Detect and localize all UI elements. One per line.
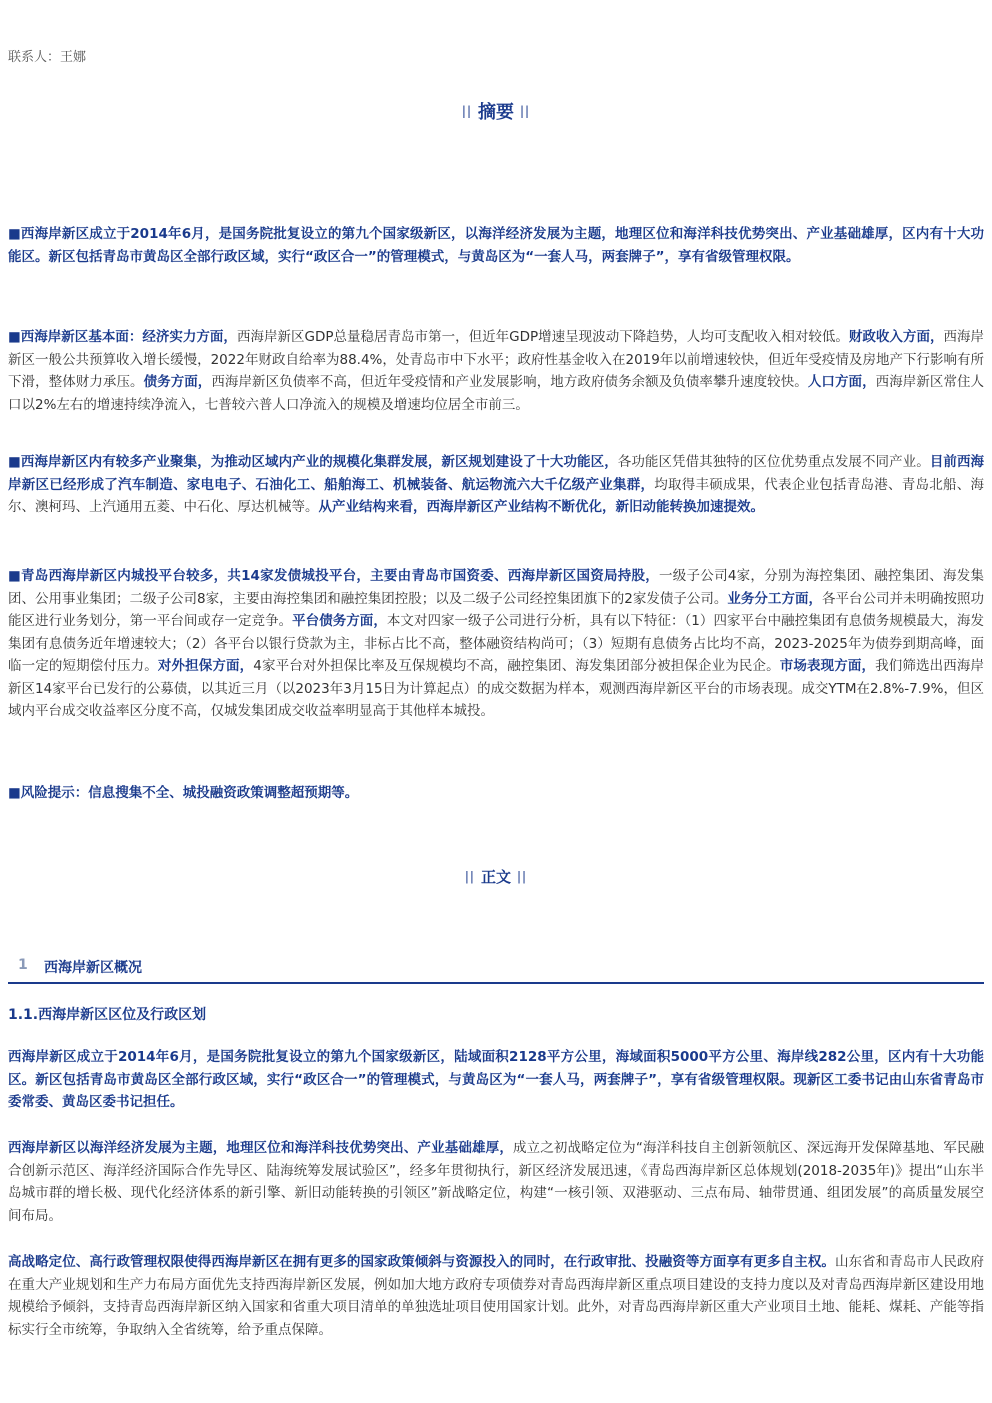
text-segment: 一级子公司4家，分别为海控集团、融控集团、海发集团、公用事业集团；二级子公司8家，主要由海控集团和融控集团控股；以及二级子公司经控集团旗下的2家发债子公司。 [8,568,985,607]
bold-segment: 业务分工方面， [727,590,822,607]
body-paragraph-3 [8,1251,984,1341]
body-title: 正文 [480,868,511,886]
abstract-title: 摘要 [478,102,514,123]
bold-segment: 市场表现方面， [779,658,876,674]
text-segment: 西海岸新区GDP总量稳居青岛市第一，但近年GDP增速呈现波动下降趋势，人均可支配收入相对较低。 [236,329,849,345]
bold-segment: 从产业结构来看，西海岸新区产业结构不断优化，新旧动能转换加速提效。 [318,499,764,515]
text-segment: 成立之初战略定位为“海洋科技自主创新领航区、深远海开发保障基地、军民融合创新示范区、海洋经济国际合作先导区、陆海统筹发展试验区”，经多年贯彻执行，新区经济发展迅速，《青岛西海岸新区总体规划(2018-2035年)》提出“山东半岛城市群的增长极、现代化经济体系的新引擎、新旧动能转换的引领区”新战略定位，构建“一核引领、双港驱动、三点布局、轴带贯通、组团发展”的高质量发展空间布局。 [8,1140,985,1224]
heading-bar-left-icon: |​| [461,104,472,118]
bold-segment: 高战略定位、高行政管理权限使得西海岸新区在拥有更多的国家政策倾斜与资源投入的同时，在行政审批、投融资等方面享有更多自主权。 [8,1254,835,1270]
section-heading [8,954,984,984]
abstract-paragraph-4 [8,565,984,723]
body-paragraph-1: 西海岸新区成立于2014年6月，是国务院批复设立的第九个国家级新区，陆域面积2128平方公里，海域面积5000平方公里、海岸线282公里，区内有十大功能区。新区包括青岛市黄岛区全部行政区域，实行“政区合一”的管理模式，与黄岛区为“一套人马，两套牌子”，享有省级管理权限。现新区工委书记由山东省青岛市委常委、黄岛区委书记担任。 [8,1049,984,1110]
text-segment: 4家平台对外担保比率及互保规模均不高，融控集团、海发集团部分被担保企业为民企。 [253,658,780,674]
bold-segment: 目前西海岸新区已经形成了汽车制造、家电电子、石油化工、船舶海工、机械装备、航运物流六大千亿级产业集群， [8,454,985,493]
bold-segment: ■青岛西海岸新区内城投平台较多，共14家发债城投平台，主要由青岛市国资委、西海岸新区国资局持股， [8,568,660,584]
bold-segment: ■西海岸新区内有较多产业聚集，为推动区域内产业的规模化集群发展，新区规划建设了十大功能区， [8,454,618,470]
bold-segment: ■西海岸新区基本面：经济实力方面， [8,329,237,345]
risk-warning: ■风险提示：信息搜集不全、城投融资政策调整超预期等。 [8,785,359,801]
contact-person: 联系人：王娜 [8,50,87,65]
bold-segment: 西海岸新区以海洋经济发展为主题，地理区位和海洋科技优势突出、产业基础雄厚， [8,1140,513,1156]
bold-segment: 财政收入方面， [848,329,944,345]
text-segment: 均取得丰硕成果，代表企业包括青岛港、青岛北船、海尔、澳柯玛、上汽通用五菱、中石化、厚达机械等。 [8,476,984,515]
section-title: 西海岸新区概况 [44,960,142,976]
abstract-paragraph-1: ■西海岸新区成立于2014年6月，是国务院批复设立的第九个国家级新区，以海洋经济发展为主题，地理区位和海洋科技优势突出、产业基础雄厚，区内有十大功能区。新区包括青岛市黄岛区全部行政区域，实行“政区合一”的管理模式，与黄岛区为“一套人马，两套牌子”，享有省级管理权限。 [8,226,984,265]
bold-segment: 人口方面， [807,374,876,390]
heading-bar-left-icon: |​| [464,869,475,884]
text-segment: 各平台公司并未明确按照功能区进行业务划分，第一平台间或存一定竞争。 [8,590,985,629]
heading-bar-right-icon: |​| [517,869,528,884]
body-paragraph-2 [8,1137,984,1227]
bold-segment: 平台债务方面， [292,613,387,629]
text-segment: 西海岸新区常住人口以2%左右的增速持续净流入，七普较六普人口净流入的规模及增速均位居全市前三。 [8,374,985,413]
body-heading [0,866,992,887]
text-segment: 各功能区凭借其独特的区位优势重点发展不同产业。 [617,454,930,470]
heading-bar-right-icon: |​| [520,104,531,118]
bold-segment: 对外担保方面， [157,658,254,674]
abstract-paragraph-3 [8,451,984,519]
subsection-title: 1.1.西海岸新区区位及行政区划 [8,1007,207,1023]
text-segment: 我们筛选出西海岸新区14家平台已发行的公募债，以其近三月（以2023年3月15日为计算起点）的成交数据为样本，观测西海岸新区平台的市场表现。成交YTM在2.8%-7.9%，但区域内平台成交收益率区分度不高，仅城发集团成交收益率明显高于其他样本城投。 [8,658,985,719]
text-segment: 本文对四家一级子公司进行分析，具有以下特征：（1）四家平台中融控集团有息债务规模最大，海发集团有息债务近年增速较大；（2）各平台以银行贷款为主，非标占比不高，整体融资结构尚可；（3）短期有息债务占比均不高，2023-2025年为债券到期高峰，面临一定的短期偿付压力。 [8,613,985,674]
text-segment: 西海岸新区负债率不高，但近年受疫情和产业发展影响，地方政府债务余额及负债率攀升速度较快。 [211,374,808,390]
section-number: 1 [18,957,28,973]
text-segment: 西海岸新区一般公共预算收入增长缓慢，2022年财政自给率为88.4%，处青岛市中下水平；政府性基金收入在2019年以前增速较快，但近年受疫情及房地产下行影响有所下滑，整体财力承压。 [8,329,984,390]
bold-segment: 债务方面， [143,374,212,390]
abstract-paragraph-2 [8,326,984,416]
abstract-heading [0,98,992,124]
text-segment: 山东省和青岛市人民政府在重大产业规划和生产力布局方面优先支持西海岸新区发展，例如加大地方政府专项债券对青岛西海岸新区重点项目建设的支持力度以及对青岛西海岸新区建设用地规模给予倾斜，支持青岛西海岸新区纳入国家和省重大项目清单的单独选址项目使用国家计划。此外，对青岛西海岸新区重大产业项目土地、能耗、煤耗、产能等指标实行全市统筹，争取纳入全省统筹，给予重点保障。 [8,1254,985,1338]
